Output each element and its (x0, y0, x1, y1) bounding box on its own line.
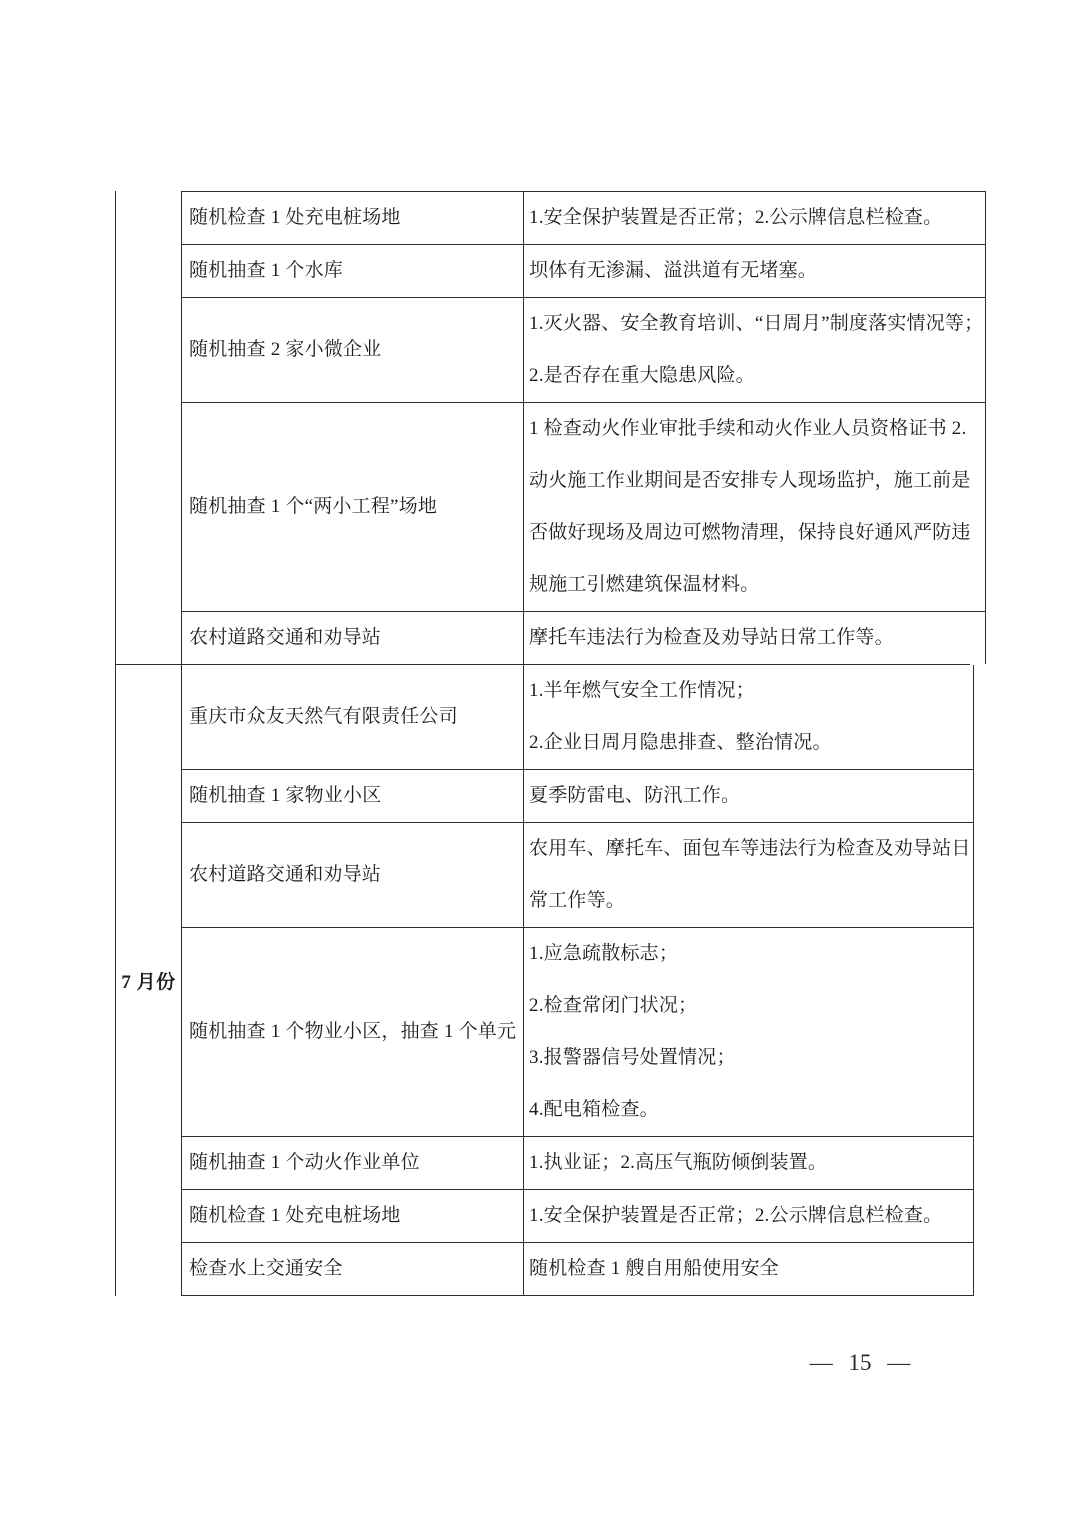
inspection-object-text: 随机抽查 1 个物业小区，抽查 1 个单元 (189, 1021, 517, 1042)
inspection-object-text: 随机检查 1 处充电桩场地 (189, 1205, 401, 1226)
inspection-object-text: 随机抽查 1 家物业小区 (189, 785, 382, 806)
inspection-content-cell (524, 1190, 973, 1242)
inspection-content-line: 1.安全保护装置是否正常；2.公示牌信息栏检查。 (529, 1205, 943, 1226)
inspection-content-cell (524, 298, 985, 402)
inspection-object-cell (182, 1243, 524, 1295)
page-number: — 15 — (809, 1350, 911, 1375)
month-label-cell: 7 月份 (115, 665, 181, 1296)
inspection-object-cell (182, 192, 524, 244)
inspection-content-line: 2.企业日周月隐患排查、整治情况。 (529, 732, 832, 753)
inspection-content-cell (524, 245, 985, 297)
inspection-object-text: 随机检查 1 处充电桩场地 (189, 207, 401, 228)
inspection-object-cell (182, 665, 524, 769)
inspection-object-text: 检查水上交通安全 (189, 1258, 343, 1279)
inspection-content-line: 否做好现场及周边可燃物清理，保持良好通风严防违 (529, 522, 971, 543)
table-row (182, 1189, 973, 1242)
inspection-content-cell (524, 928, 973, 1136)
inspection-content-line: 农用车、摩托车、面包车等违法行为检查及劝导站日 (529, 838, 971, 859)
inspection-content-line: 摩托车违法行为检查及劝导站日常工作等。 (529, 627, 894, 648)
inspection-content-cell (524, 770, 973, 822)
inspection-object-text: 农村道路交通和劝导站 (189, 864, 382, 885)
inspection-object-cell (182, 245, 524, 297)
table-row (182, 297, 985, 402)
rows-column (181, 665, 974, 1296)
month-label-cell (115, 191, 181, 664)
inspection-content-line: 4.配电箱检查。 (529, 1099, 659, 1120)
inspection-object-cell (182, 928, 524, 1136)
inspection-schedule-table (115, 191, 984, 1296)
inspection-content-line: 3.报警器信号处置情况； (529, 1047, 736, 1068)
inspection-content-cell (524, 665, 973, 769)
inspection-content-line: 1.安全保护装置是否正常；2.公示牌信息栏检查。 (529, 207, 943, 228)
inspection-content-line: 1.半年燃气安全工作情况； (529, 680, 755, 701)
inspection-content-line: 动火施工作业期间是否安排专人现场监护，施工前是 (529, 470, 971, 491)
table-row (182, 1136, 973, 1189)
month-group (115, 664, 970, 1296)
inspection-content-cell (524, 823, 973, 927)
inspection-content-line: 坝体有无渗漏、溢洪道有无堵塞。 (529, 260, 818, 281)
inspection-content-line: 夏季防雷电、防汛工作。 (529, 785, 741, 806)
inspection-object-cell (182, 823, 524, 927)
inspection-content-line: 2.检查常闭门状况； (529, 995, 698, 1016)
rows-column (181, 191, 986, 664)
inspection-content-cell (524, 1243, 973, 1295)
table-row (182, 927, 973, 1136)
inspection-content-cell (524, 403, 985, 611)
inspection-object-cell (182, 1137, 524, 1189)
inspection-content-line: 规施工引燃建筑保温材料。 (529, 574, 760, 595)
month-group (115, 191, 984, 664)
table-row (182, 611, 985, 664)
inspection-object-text: 重庆市众友天然气有限责任公司 (189, 706, 458, 727)
inspection-object-cell (182, 612, 524, 664)
inspection-object-text: 随机抽查 2 家小微企业 (189, 339, 382, 360)
inspection-object-cell (182, 298, 524, 402)
table-row (182, 244, 985, 297)
inspection-content-cell (524, 612, 985, 664)
inspection-object-cell (182, 403, 524, 611)
inspection-content-line: 1.应急疏散标志； (529, 943, 679, 964)
table-row (182, 192, 985, 244)
table-row (182, 769, 973, 822)
inspection-object-cell (182, 1190, 524, 1242)
inspection-object-text: 随机抽查 1 个动火作业单位 (189, 1152, 420, 1173)
inspection-object-cell (182, 770, 524, 822)
inspection-object-text: 随机抽查 1 个“两小工程”场地 (189, 496, 438, 517)
inspection-content-cell (524, 192, 985, 244)
inspection-content-line: 随机检查 1 艘自用船使用安全 (529, 1258, 780, 1279)
inspection-content-line: 1 检查动火作业审批手续和动火作业人员资格证书 2. (529, 418, 967, 439)
table-row (182, 402, 985, 611)
table-row (182, 822, 973, 927)
inspection-content-line: 常工作等。 (529, 890, 626, 911)
table-row (182, 665, 973, 769)
inspection-object-text: 农村道路交通和劝导站 (189, 627, 382, 648)
inspection-content-line: 1.灭火器、安全教育培训、“日周月”制度落实情况等； (529, 313, 984, 334)
inspection-content-line: 1.执业证；2.高压气瓶防倾倒装置。 (529, 1152, 828, 1173)
inspection-content-line: 2.是否存在重大隐患风险。 (529, 365, 755, 386)
inspection-content-cell (524, 1137, 973, 1189)
inspection-object-text: 随机抽查 1 个水库 (189, 260, 344, 281)
table-row (182, 1242, 973, 1295)
